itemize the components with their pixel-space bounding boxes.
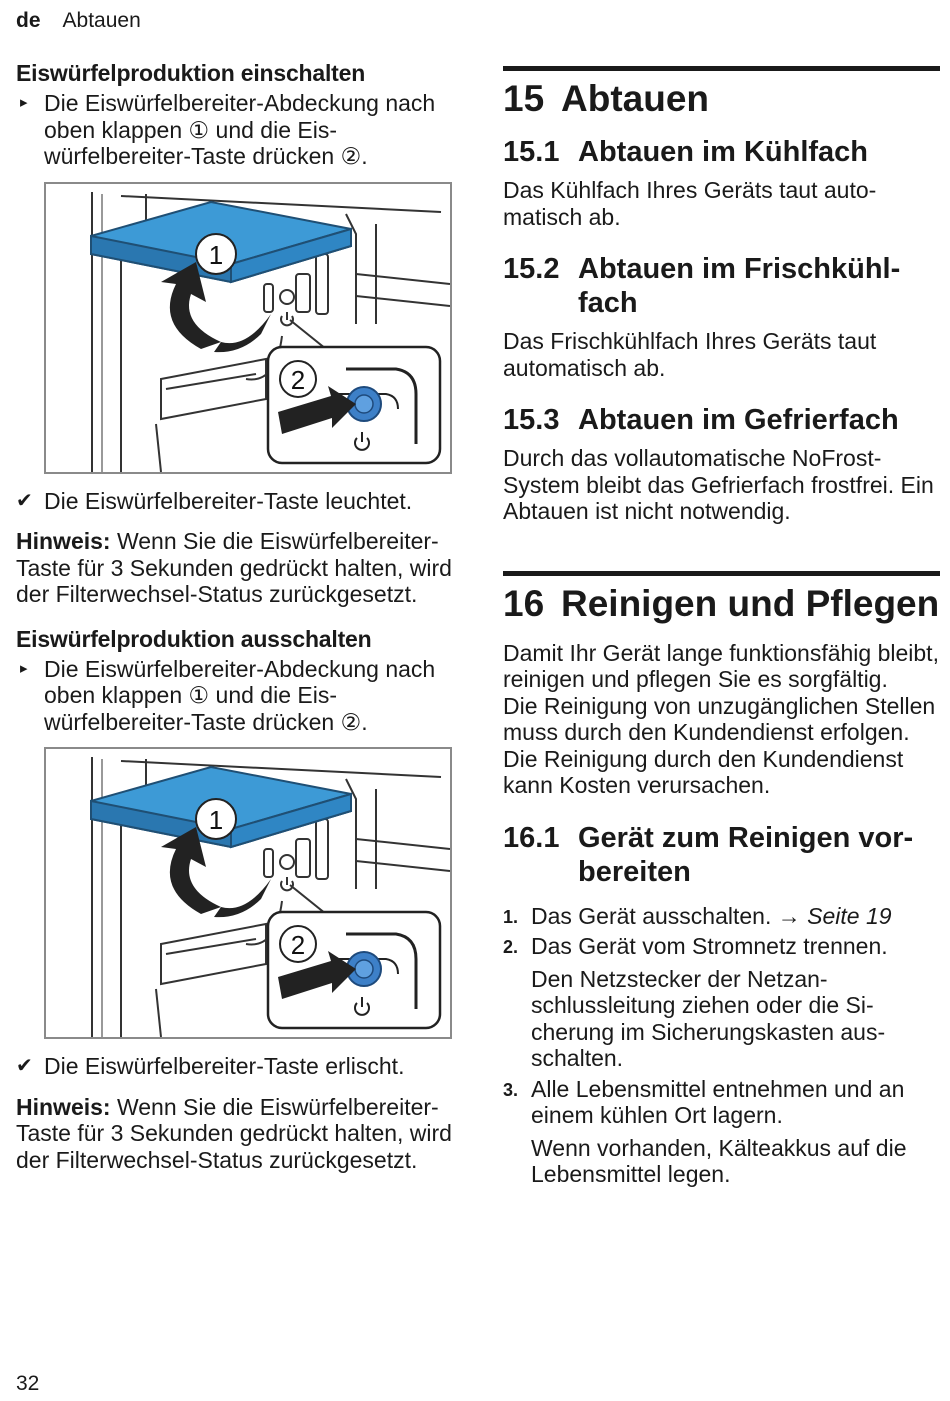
list-item-text: Das Gerät vom Stromnetz trennen. xyxy=(531,933,888,959)
step-ice-on xyxy=(16,90,456,170)
chapter-16-heading xyxy=(503,571,940,626)
step-ice-off xyxy=(16,656,456,736)
result-ice-off xyxy=(16,1053,456,1080)
section-15-2-heading xyxy=(503,252,940,320)
step-ice-on-text: Die Eiswürfelbereiter-Abdeckung nach oben klappen ① und die Eiswürfelbereiter-Taste drücken ②. xyxy=(44,90,436,169)
section-15-3-heading xyxy=(503,403,940,437)
chapter-16-title: Reinigen und Pflegen xyxy=(561,582,940,624)
result-ice-off-text: Die Eiswürfelbereiter-Taste erlischt. xyxy=(44,1053,405,1079)
section-15-2-title: Abtauen im Frischkühlfach xyxy=(578,253,901,319)
callout-label-2: 2 xyxy=(290,364,306,395)
triangle-bullet-icon: ▸ xyxy=(20,659,28,677)
list-item xyxy=(503,903,940,930)
section-16-1-title: Gerät zum Reinigen vorbereiten xyxy=(578,821,914,888)
heading-ice-off: Eiswürfelproduktion ausschalten xyxy=(16,625,372,652)
list-number: 3. xyxy=(503,1079,519,1100)
chapter-15-title: Abtauen xyxy=(561,78,709,119)
check-icon: ✔ xyxy=(16,489,33,512)
page-number: 32 xyxy=(16,1372,40,1395)
note-ice-on-text: Wenn Sie die Eiswürfelbereiter-Taste für 3 Sekunden gedrückt halten, wird der Filterwechsel-Status zurückgesetzt. xyxy=(16,528,452,607)
heading-ice-on: Eiswürfelproduktion einschalten xyxy=(16,60,366,86)
list-number: 2. xyxy=(503,937,519,957)
section-15-2-number: 15.2 xyxy=(503,253,560,285)
section-15-1-title: Abtauen im Kühlfach xyxy=(578,136,869,168)
chapter-16-body-2: Die Reinigung von unzugänglichen Stellen muss durch den Kundendienst erfolgen. Die Reinigung durch den Kundendienst kann Kosten verursachen. xyxy=(503,692,936,798)
section-15-3-body: Durch das vollautomatische NoFrost-System bleibt das Gefrierfach frostfrei. Ein Abtauen ist nicht notwendig. xyxy=(503,445,934,524)
page-header xyxy=(16,9,141,33)
note-ice-off-label: Hinweis: xyxy=(16,1093,111,1120)
left-column xyxy=(16,58,456,1173)
right-column xyxy=(503,66,940,1188)
chapter-15-heading xyxy=(503,66,940,121)
callout-label-2: 2 xyxy=(290,930,306,960)
result-ice-on xyxy=(16,488,456,515)
icemaker-illustration xyxy=(46,749,450,1037)
section-15-3-number: 15.3 xyxy=(503,404,560,436)
icemaker-illustration xyxy=(46,184,450,472)
list-item-text: Alle Lebensmittel entnehmen und an einem kühlen Ort lagern. xyxy=(531,1075,905,1128)
section-15-1-number: 15.1 xyxy=(503,136,560,168)
section-16-1-number: 16.1 xyxy=(503,821,560,854)
note-ice-on xyxy=(16,528,456,608)
callout-label-1: 1 xyxy=(208,805,224,835)
chapter-16-number: 16 xyxy=(503,582,545,624)
note-ice-off xyxy=(16,1094,456,1174)
section-15-1-heading xyxy=(503,135,940,169)
section-16-1-heading xyxy=(503,821,940,889)
list-item-detail: Den Netzstecker der Netzanschlussleitung ziehen oder die Sicherung im Sicherungskasten ausschalten. xyxy=(531,965,886,1071)
callout-label-1: 1 xyxy=(208,239,224,270)
icemaker-figure-on xyxy=(44,182,452,474)
step-ice-off-text: Die Eiswürfelbereiter-Abdeckung nach oben klappen ① und die Eiswürfelbereiter-Taste drücken ②. xyxy=(44,655,436,735)
note-ice-off-text: Wenn Sie die Eiswürfelbereiter-Taste für 3 Sekunden gedrückt halten, wird der Filterwechsel-Status zurückgesetzt. xyxy=(16,1093,452,1173)
page-reference-link[interactable]: → Seite 19 xyxy=(777,902,892,929)
check-icon: ✔ xyxy=(16,1055,33,1077)
list-number: 1. xyxy=(503,906,519,927)
section-15-2-body: Das Frischkühlfach Ihres Geräts taut automatisch ab. xyxy=(503,328,877,381)
triangle-bullet-icon: ▸ xyxy=(20,94,28,111)
chapter-16-body-1: Damit Ihr Gerät lange funktionsfähig bleibt, reinigen und pflegen Sie es sorgfältig. xyxy=(503,639,939,692)
note-ice-on-label: Hinweis: xyxy=(16,528,111,554)
language-code: de xyxy=(16,9,41,32)
list-item xyxy=(503,933,940,960)
list-item-text: Das Gerät ausschalten. xyxy=(531,902,778,929)
header-section: Abtauen xyxy=(62,9,141,32)
section-15-3-title: Abtauen im Gefrierfach xyxy=(578,404,899,436)
chapter-15-number: 15 xyxy=(503,78,545,119)
list-item-detail: Wenn vorhanden, Kälteakkus auf die Lebensmittel legen. xyxy=(531,1134,907,1187)
icemaker-figure-off xyxy=(44,747,452,1039)
list-item xyxy=(503,1076,940,1129)
section-15-1-body: Das Kühlfach Ihres Geräts taut automatisch ab. xyxy=(503,177,877,230)
result-ice-on-text: Die Eiswürfelbereiter-Taste leuchtet. xyxy=(44,487,413,514)
